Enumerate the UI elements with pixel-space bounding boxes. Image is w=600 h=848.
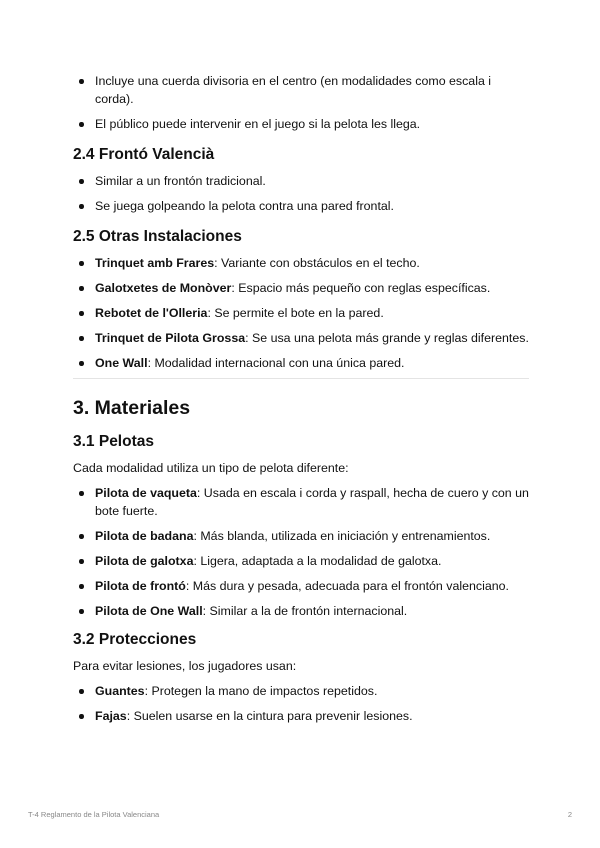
list-item-term: Pilota de badana [95, 529, 194, 543]
list-item-desc: : Más blanda, utilizada en iniciación y entrenamientos. [193, 529, 491, 543]
list-item-term: Rebotet de l'Olleria [95, 306, 208, 320]
section-3-2-list [73, 682, 529, 725]
list-item-desc: : Variante con obstáculos en el techo. [214, 256, 420, 270]
list-item-desc: : Suelen usarse en la cintura para prevenir lesiones. [126, 709, 413, 723]
section-heading-3-2: 3.2 Protecciones [73, 631, 197, 648]
list-item: El público puede intervenir en el juego si la pelota les llega. [73, 115, 529, 133]
list-item-desc: : Se permite el bote en la pared. [207, 306, 384, 320]
list-item-desc: : Más dura y pesada, adecuada para el frontón valenciano. [185, 579, 509, 593]
list-item-term: Pilota de One Wall [95, 604, 203, 618]
list-item-term: One Wall [95, 356, 148, 370]
section-heading-2-4: 2.4 Frontó Valencià [73, 146, 215, 163]
list-item-desc: : Modalidad internacional con una única pared. [147, 356, 405, 370]
list-item-term: Trinquet de Pilota Grossa [95, 331, 246, 345]
section-3-1-list [73, 484, 529, 620]
intro-list [73, 72, 529, 133]
list-item [73, 354, 529, 372]
list-item-desc: : Protegen la mano de impactos repetidos. [144, 684, 378, 698]
list-item-desc: : Espacio más pequeño con reglas específicas. [231, 281, 491, 295]
list-item [73, 682, 529, 700]
list-item-term: Guantes [95, 684, 145, 698]
list-item: Incluye una cuerda divisoria en el centro (en modalidades como escala i corda). [73, 72, 529, 108]
list-item-term: Pilota de galotxa [95, 554, 194, 568]
list-item-term: Trinquet amb Frares [95, 256, 215, 270]
section-divider [73, 378, 529, 379]
footer-page-number: 2 [567, 810, 572, 819]
list-item [73, 304, 529, 322]
list-item-desc: : Similar a la de frontón internacional. [202, 604, 408, 618]
list-item-term: Galotxetes de Monòver [95, 281, 232, 295]
list-item-term: Fajas [95, 709, 127, 723]
list-item [73, 602, 529, 620]
section-heading-2-5: 2.5 Otras Instalaciones [73, 228, 242, 245]
section-2-4-list [73, 172, 529, 215]
footer-title: T-4 Reglamento de la Pilota Valenciana [28, 810, 160, 819]
page-content [73, 72, 529, 732]
list-item-desc: : Usada en escala i corda y raspall, hecha de cuero y con un bote fuerte. [95, 486, 529, 518]
section-heading-3-1: 3.1 Pelotas [73, 433, 154, 450]
section-3-2-intro: Para evitar lesiones, los jugadores usan: [73, 659, 297, 673]
list-item-term: Pilota de frontó [95, 579, 186, 593]
list-item [73, 254, 529, 272]
list-item: Se juega golpeando la pelota contra una pared frontal. [73, 197, 529, 215]
list-item [73, 279, 529, 297]
list-item: Similar a un frontón tradicional. [73, 172, 529, 190]
list-item-term: Pilota de vaqueta [95, 486, 197, 500]
section-2-5-list [73, 254, 529, 372]
list-item [73, 527, 529, 545]
list-item [73, 552, 529, 570]
list-item [73, 577, 529, 595]
list-item-desc: : Se usa una pelota más grande y reglas diferentes. [245, 331, 529, 345]
list-item [73, 329, 529, 347]
list-item [73, 707, 529, 725]
list-item [73, 484, 529, 520]
section-3-1-intro: Cada modalidad utiliza un tipo de pelota diferente: [73, 461, 349, 475]
list-item-desc: : Ligera, adaptada a la modalidad de galotxa. [193, 554, 442, 568]
section-heading-3: 3. Materiales [73, 397, 191, 419]
